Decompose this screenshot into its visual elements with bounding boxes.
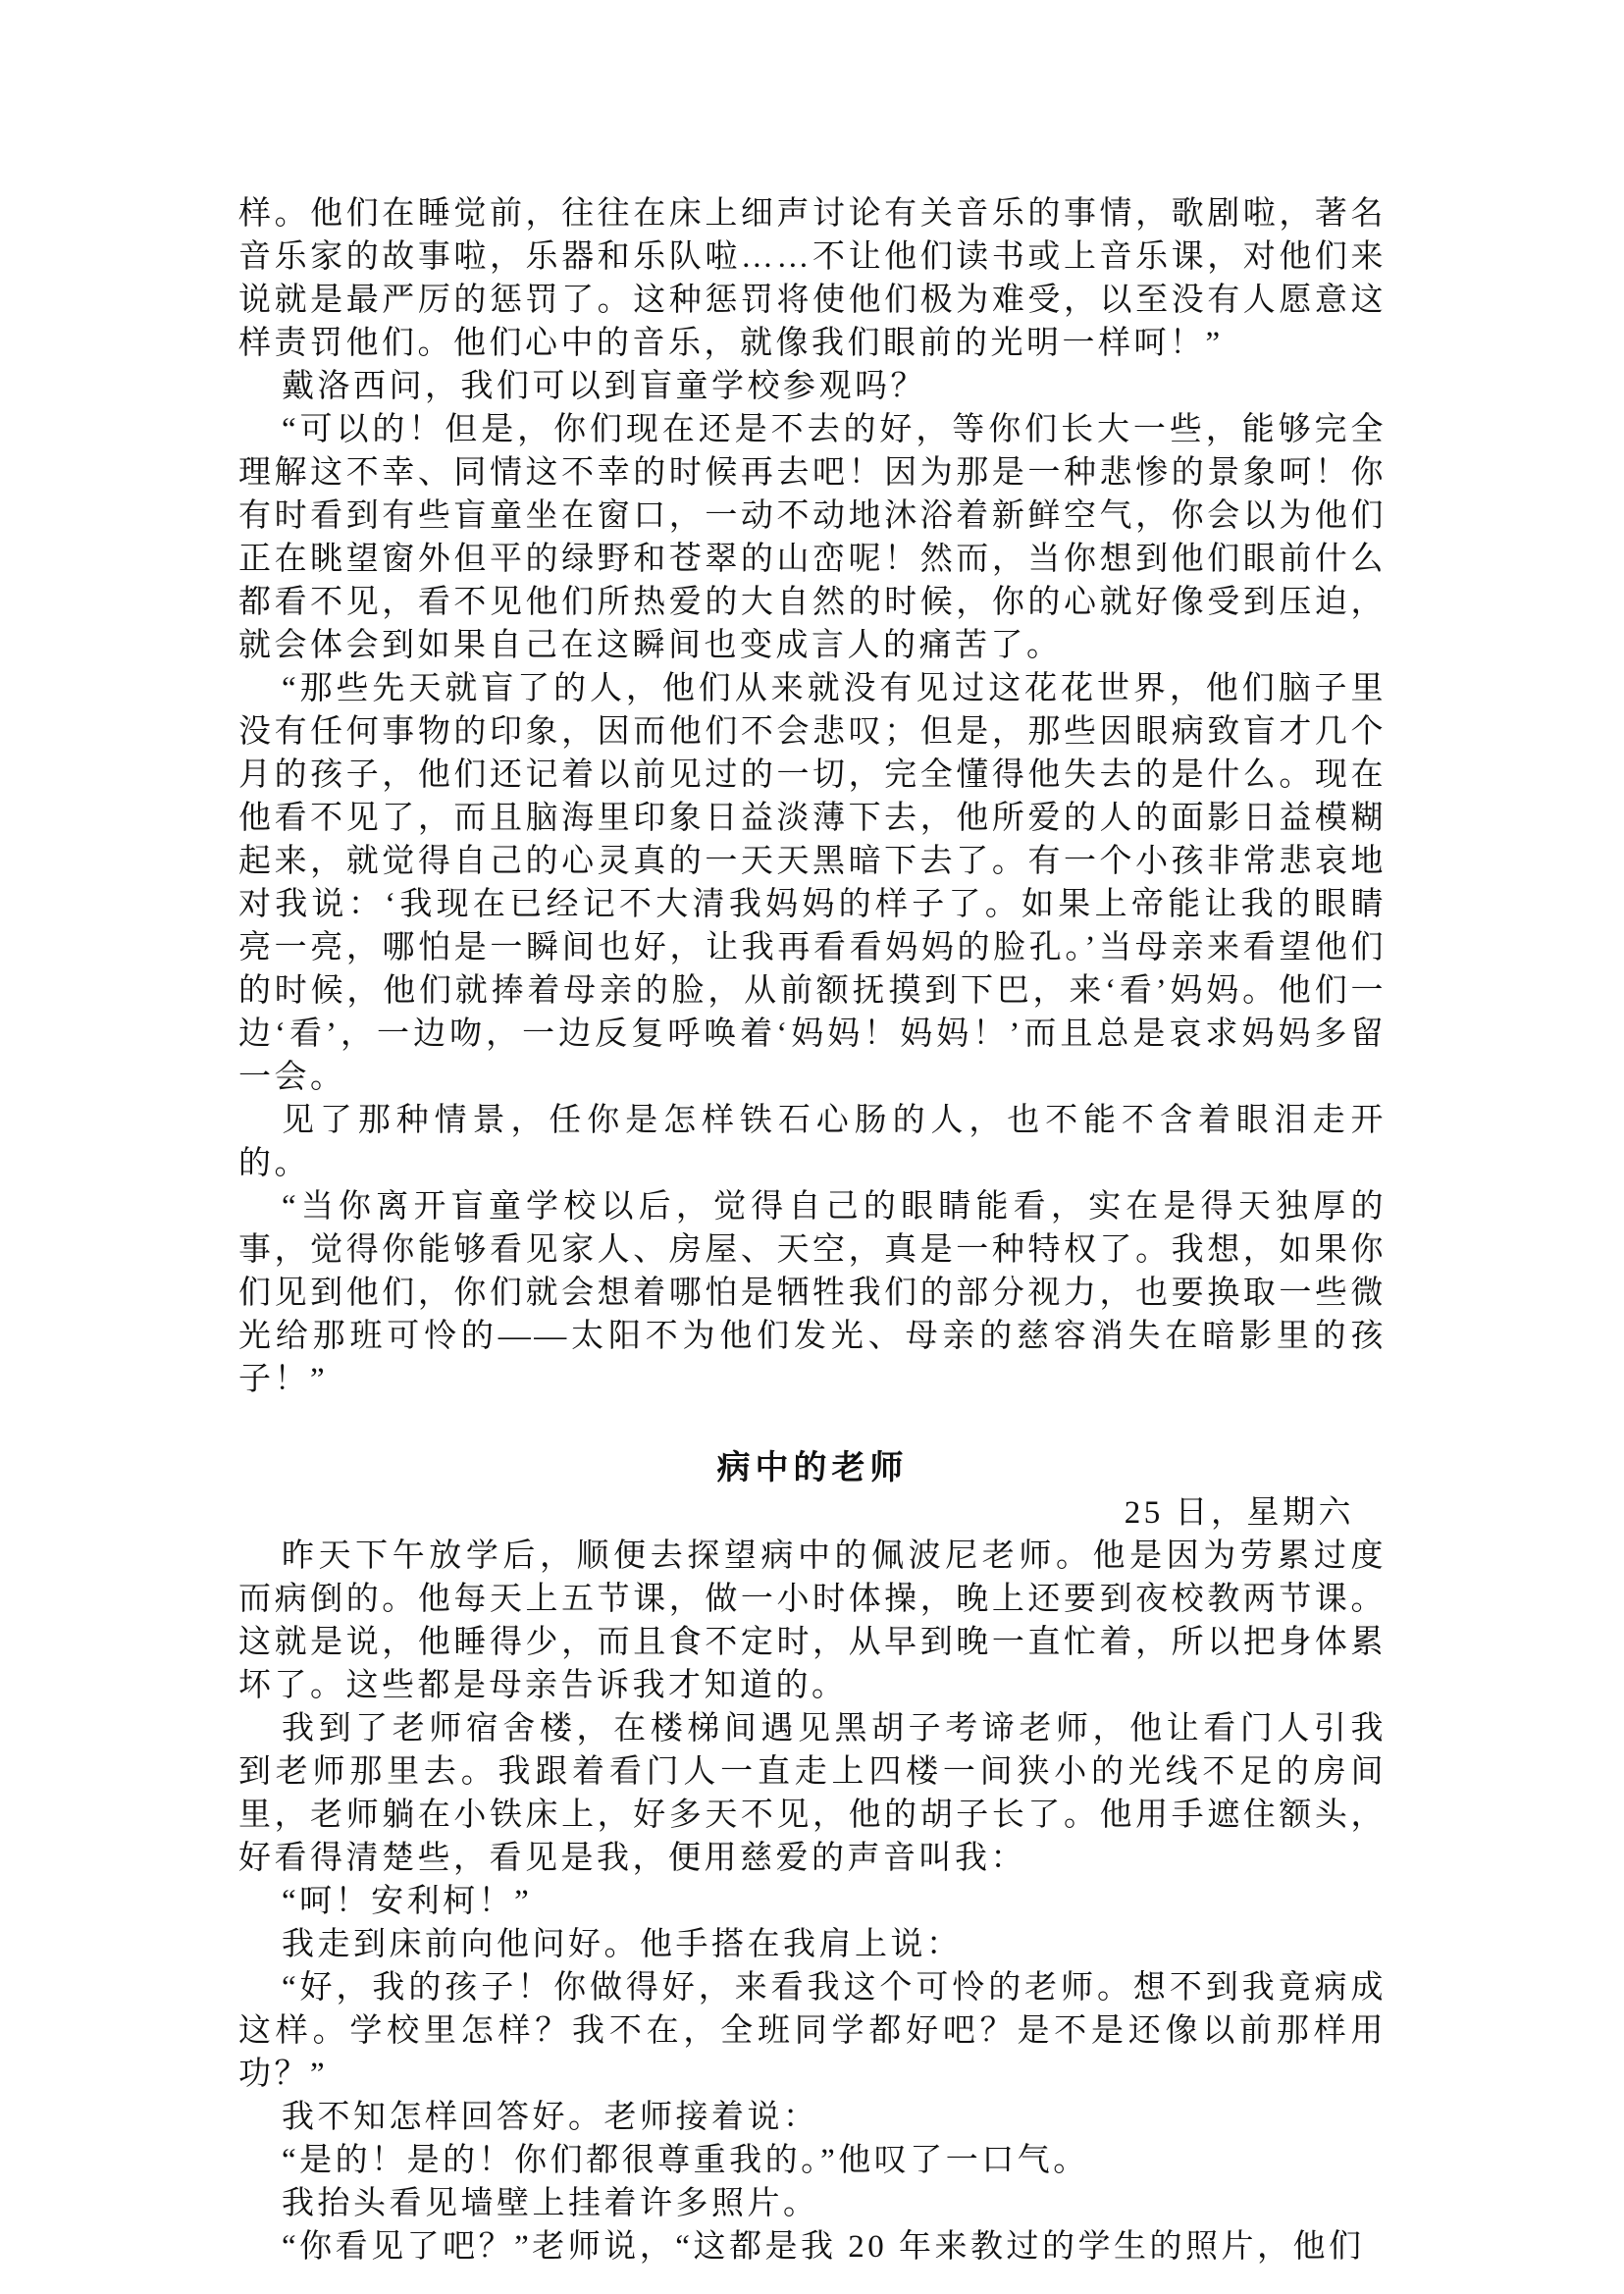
paragraph: “呵！安利柯！” <box>282 1884 533 1919</box>
paragraph: 见了那种情景，任你是怎样铁石心肠的人，也不能不含着眼泪走开的。 <box>238 1103 1387 1181</box>
text-column <box>238 192 1387 2268</box>
paragraph: “好，我的孩子！你做得好，来看我这个可怜的老师。想不到我竟病成这样。学校里怎样？我不在，全班同学都好吧？是不是还像以前那样用功？” <box>238 1970 1387 2092</box>
paragraph: “是的！是的！你们都很尊重我的。”他叹了一口气。 <box>282 2143 1089 2178</box>
paragraph: 样。他们在睡觉前，往往在床上细声讨论有关音乐的事情，歌剧啦，著名音乐家的故事啦，乐器和乐队啦……不让他们读书或上音乐课，对他们来说就是最严厉的惩罚了。这种惩罚将使他们极为难受，以至没有人愿意这样责罚他们。他们心中的音乐，就像我们眼前的光明一样呵！” <box>238 196 1387 361</box>
paragraph: 我走到床前向他问好。他手搭在我肩上说： <box>282 1927 963 1962</box>
paragraph: 我不知怎样回答好。老师接着说： <box>282 2100 819 2135</box>
date-line: 25 日，星期六 <box>1124 1495 1354 1531</box>
section-heading: 病中的老师 <box>716 1449 909 1486</box>
paragraph: 昨天下午放学后，顺便去探望病中的佩波尼老师。他是因为劳累过度而病倒的。他每天上五节课，做一小时体操，晚上还要到夜校教两节课。这就是说，他睡得少，而且食不定时，从早到晚一直忙着，所以把身体累坏了。这些都是母亲告诉我才知道的。 <box>238 1538 1387 1703</box>
paragraph: “可以的！但是，你们现在还是不去的好，等你们长大一些，能够完全理解这不幸、同情这不幸的时候再去吧！因为那是一种悲惨的景象呵！你有时看到有些盲童坐在窗口，一动不动地沐浴着新鲜空气，你会以为他们正在眺望窗外但平的绿野和苍翠的山峦呢！然而，当你想到他们眼前什么都看不见，看不见他们所热爱的大自然的时候，你的心就好像受到压迫，就会体会到如果自己在这瞬间也变成言人的痛苦了。 <box>238 412 1387 663</box>
paragraph: 我抬头看见墙壁上挂着许多照片。 <box>282 2186 819 2221</box>
paragraph: 我到了老师宿舍楼，在楼梯间遇见黑胡子考谛老师，他让看门人引我到老师那里去。我跟着看门人一直走上四楼一间狭小的光线不足的房间里，老师躺在小铁床上，好多天不见，他的胡子长了。他用手遮住额头，好看得清楚些，看见是我，便用慈爱的声音叫我： <box>238 1711 1387 1876</box>
paragraph: 戴洛西问，我们可以到盲童学校参观吗？ <box>282 369 926 404</box>
paragraph: “你看见了吧？”老师说，“这都是我 20 年来教过的学生的照片，他们 <box>282 2229 1365 2265</box>
paragraph: “当你离开盲童学校以后，觉得自己的眼睛能看，实在是得天独厚的事，觉得你能够看见家人、房屋、天空，真是一种特权了。我想，如果你们见到他们，你们就会想着哪怕是牺牲我们的部分视力，也要换取一些微光给那班可怜的——太阳不为他们发光、母亲的慈容消失在暗影里的孩子！” <box>238 1189 1387 1397</box>
paragraph: “那些先天就盲了的人，他们从来就没有见过这花花世界，他们脑子里没有任何事物的印象，因而他们不会悲叹；但是，那些因眼病致盲才几个月的孩子，他们还记着以前见过的一切，完全懂得他失去的是什么。现在他看不见了，而且脑海里印象日益淡薄下去，他所爱的人的面影日益模糊起来，就觉得自己的心灵真的一天天黑暗下去了。有一个小孩非常悲哀地对我说：‘我现在已经记不大清我妈妈的样子了。如果上帝能让我的眼睛亮一亮，哪怕是一瞬间也好，让我再看看妈妈的脸孔。’当母亲来看望他们的时候，他们就捧着母亲的脸，从前额抚摸到下巴，来‘看’妈妈。他们一边‘看’，一边吻，一边反复呼唤着‘妈妈！妈妈！’而且总是哀求妈妈多留一会。 <box>238 671 1387 1095</box>
